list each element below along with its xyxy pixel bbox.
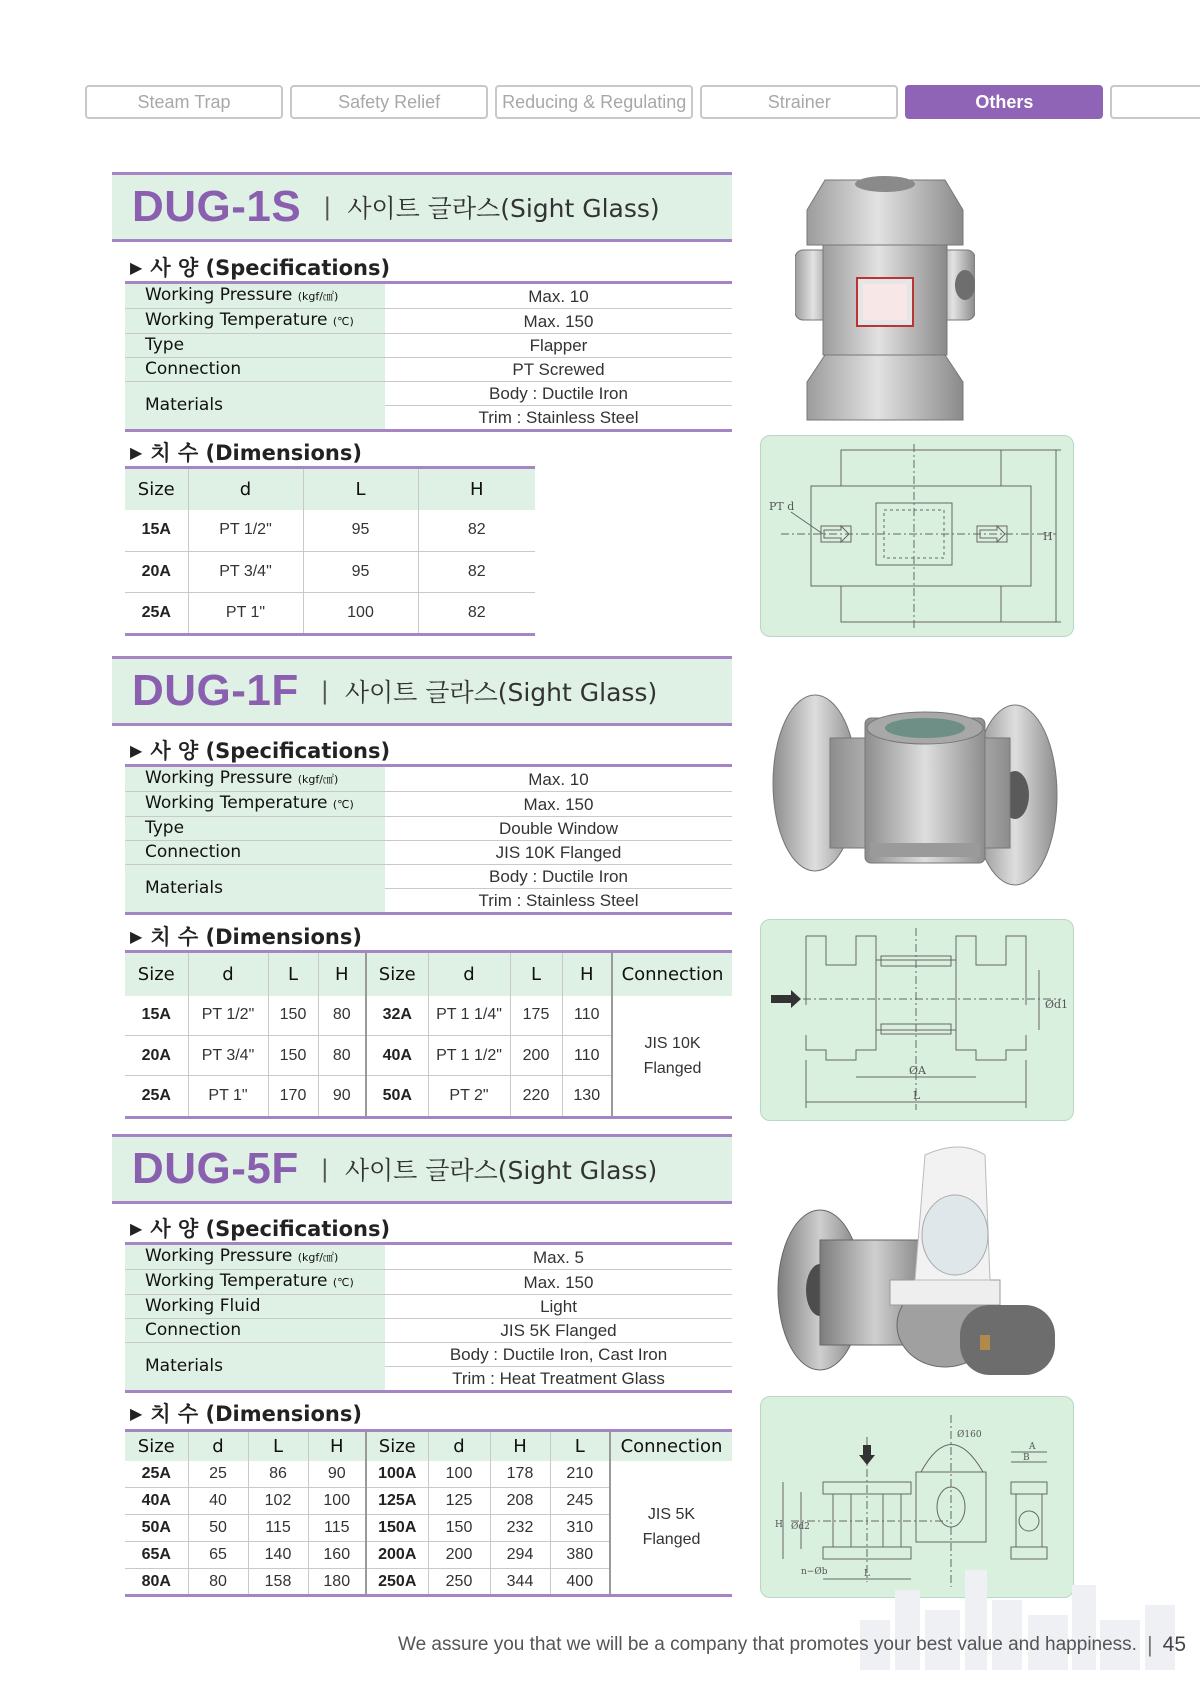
tab-steam-trap[interactable]: Steam Trap <box>85 85 283 119</box>
specifications-table <box>125 764 732 915</box>
cell: 50 <box>188 1515 248 1542</box>
spec-value: Max. 5 <box>385 1244 732 1270</box>
spec-value: Max. 150 <box>385 792 732 817</box>
cell: PT 1" <box>188 1076 268 1118</box>
spec-value: Light <box>385 1295 732 1319</box>
spec-key: Working Temperature (℃) <box>125 1270 385 1295</box>
product-subtitle: 사이트 글라스(Sight Glass) <box>344 1156 658 1185</box>
spec-value: Flapper <box>385 334 732 358</box>
spec-value: JIS 5K Flanged <box>385 1319 732 1343</box>
spec-key: Type <box>125 334 385 358</box>
cell: 95 <box>303 552 418 593</box>
spec-value: PT Screwed <box>385 358 732 382</box>
col-header: Connection <box>612 952 732 996</box>
cell: 80 <box>318 1036 366 1076</box>
title-separator: | <box>320 677 329 705</box>
col-header: Size <box>125 1431 188 1461</box>
size-cell: 250A <box>366 1569 428 1596</box>
col-header: H <box>490 1431 550 1461</box>
size-cell: 150A <box>366 1515 428 1542</box>
specifications-heading <box>130 1213 390 1243</box>
spec-value: Body : Ductile Iron, Cast Iron <box>385 1343 732 1367</box>
col-header: L <box>303 468 418 510</box>
cell: 220 <box>510 1076 562 1118</box>
cell: 115 <box>308 1515 366 1542</box>
dimensions-label: 치 수 (Dimensions) <box>150 441 362 465</box>
cell: 200 <box>510 1036 562 1076</box>
model-name: DUG-5F <box>132 1144 299 1193</box>
dimensions-heading <box>130 437 362 467</box>
dimensions-label: 치 수 (Dimensions) <box>150 1402 362 1426</box>
size-cell: 125A <box>366 1488 428 1515</box>
size-cell: 20A <box>125 552 188 593</box>
triangle-right-icon: ▶ <box>130 926 143 946</box>
size-cell: 25A <box>125 1461 188 1488</box>
dimensions-label: 치 수 (Dimensions) <box>150 925 362 949</box>
specifications-label: 사 양 (Specifications) <box>150 256 391 280</box>
cell: 82 <box>418 593 535 635</box>
title-separator: | <box>320 1155 329 1183</box>
product-subtitle: 사이트 글라스(Sight Glass) <box>344 678 658 707</box>
cell: 170 <box>268 1076 318 1118</box>
col-header: d <box>188 1431 248 1461</box>
spec-key: Materials <box>125 1343 385 1392</box>
col-header: Connection <box>610 1431 732 1461</box>
size-cell: 32A <box>366 996 428 1036</box>
product-title-bar <box>112 656 732 726</box>
cell: 82 <box>418 552 535 593</box>
spec-key: Connection <box>125 358 385 382</box>
footer-separator: | <box>1146 1632 1153 1657</box>
cell: 344 <box>490 1569 550 1596</box>
spec-value: Trim : Stainless Steel <box>385 406 732 431</box>
phid1-label: Ød1 <box>1045 998 1069 1011</box>
cell: 150 <box>428 1515 490 1542</box>
h-label: H <box>1043 530 1053 543</box>
specifications-table <box>125 281 732 432</box>
cell: 65 <box>188 1542 248 1569</box>
col-header: d <box>428 1431 490 1461</box>
product-photo <box>770 683 1060 888</box>
col-header: L <box>268 952 318 996</box>
ptd-label: PT d <box>769 500 795 513</box>
category-tabs <box>85 85 1200 119</box>
cell: 400 <box>550 1569 610 1596</box>
dimensions-heading <box>130 921 362 951</box>
phia-label: ØA <box>909 1064 926 1077</box>
cell: 160 <box>308 1542 366 1569</box>
product-photo <box>795 170 975 430</box>
cell: PT 3/4" <box>188 1036 268 1076</box>
cell: 200 <box>428 1542 490 1569</box>
col-header: L <box>550 1431 610 1461</box>
cell: 150 <box>268 996 318 1036</box>
cell: 102 <box>248 1488 308 1515</box>
col-header: H <box>562 952 612 996</box>
col-header: H <box>308 1431 366 1461</box>
page-footer <box>398 1632 1186 1658</box>
product-photo <box>775 1145 1065 1380</box>
footer-slogan: We assure you that we will be a company that promotes your best value and happiness. <box>398 1634 1137 1655</box>
cell: 250 <box>428 1569 490 1596</box>
cell: 310 <box>550 1515 610 1542</box>
col-header: Size <box>366 952 428 996</box>
dimensions-heading <box>130 1398 362 1428</box>
spec-key: Working Pressure (kgf/㎠) <box>125 283 385 309</box>
cell: PT 1 1/2" <box>428 1036 510 1076</box>
cell: 110 <box>562 996 612 1036</box>
dimensions-table <box>125 950 732 1119</box>
product-subtitle: 사이트 글라스(Sight Glass) <box>347 194 660 223</box>
table-row <box>125 593 535 635</box>
size-cell: 25A <box>125 593 188 635</box>
spec-key: Working Temperature (℃) <box>125 792 385 817</box>
col-header: H <box>418 468 535 510</box>
cell: 232 <box>490 1515 550 1542</box>
cell: 80 <box>318 996 366 1036</box>
col-header: Size <box>366 1431 428 1461</box>
b-label: B <box>1023 1453 1030 1463</box>
size-cell: 15A <box>125 510 188 552</box>
specifications-label: 사 양 (Specifications) <box>150 739 391 763</box>
col-header: L <box>510 952 562 996</box>
cell: 86 <box>248 1461 308 1488</box>
triangle-right-icon: ▶ <box>130 442 143 462</box>
cell: 294 <box>490 1542 550 1569</box>
cell: 95 <box>303 510 418 552</box>
cell: 380 <box>550 1542 610 1569</box>
cell: 180 <box>308 1569 366 1596</box>
connection-cell: JIS 5K Flanged <box>610 1461 732 1596</box>
spec-value: Body : Ductile Iron <box>385 865 732 889</box>
col-header: Size <box>125 952 188 996</box>
cell: 90 <box>308 1461 366 1488</box>
triangle-right-icon: ▶ <box>130 1218 143 1238</box>
spec-value: Trim : Heat Treatment Glass <box>385 1367 732 1392</box>
specifications-heading <box>130 252 390 282</box>
size-cell: 200A <box>366 1542 428 1569</box>
size-cell: 100A <box>366 1461 428 1488</box>
spec-key: Working Pressure (kgf/㎠) <box>125 766 385 792</box>
specifications-label: 사 양 (Specifications) <box>150 1217 391 1241</box>
tab-others[interactable]: Others <box>905 85 1103 119</box>
cell: 158 <box>248 1569 308 1596</box>
cell: 115 <box>248 1515 308 1542</box>
cell: 25 <box>188 1461 248 1488</box>
col-header: L <box>248 1431 308 1461</box>
spec-key: Type <box>125 817 385 841</box>
cell: 208 <box>490 1488 550 1515</box>
size-cell: 65A <box>125 1542 188 1569</box>
triangle-right-icon: ▶ <box>130 257 143 277</box>
spec-key: Materials <box>125 382 385 431</box>
cell: 82 <box>418 510 535 552</box>
a-label: A <box>1029 1442 1036 1452</box>
spec-value: Body : Ductile Iron <box>385 382 732 406</box>
cell: 245 <box>550 1488 610 1515</box>
spec-value: Max. 10 <box>385 283 732 309</box>
tab-safety-relief[interactable]: Safety Relief <box>290 85 488 119</box>
size-cell: 25A <box>125 1076 188 1118</box>
dimension-drawing <box>760 919 1074 1121</box>
table-row <box>125 510 535 552</box>
dimension-drawing <box>760 435 1074 637</box>
cell: PT 1" <box>188 593 303 635</box>
size-cell: 50A <box>366 1076 428 1118</box>
cell: 90 <box>318 1076 366 1118</box>
cell: 130 <box>562 1076 612 1118</box>
title-separator: | <box>323 193 332 221</box>
tab-reducing-regulating[interactable]: Reducing & Regulating <box>495 85 693 119</box>
cell: 80 <box>188 1569 248 1596</box>
col-header: d <box>188 468 303 510</box>
cell: 100 <box>308 1488 366 1515</box>
radius-label: Ø160 <box>957 1430 982 1440</box>
size-cell: 15A <box>125 996 188 1036</box>
spec-value: Max. 150 <box>385 1270 732 1295</box>
spec-key: Working Fluid <box>125 1295 385 1319</box>
triangle-right-icon: ▶ <box>130 740 143 760</box>
page-number: 45 <box>1162 1633 1187 1656</box>
col-header: H <box>318 952 366 996</box>
cell: 100 <box>428 1461 490 1488</box>
connection-cell: JIS 10K Flanged <box>612 996 732 1118</box>
cell: 150 <box>268 1036 318 1076</box>
specifications-table <box>125 1242 732 1393</box>
cell: 40 <box>188 1488 248 1515</box>
spec-value: Max. 150 <box>385 309 732 334</box>
size-cell: 50A <box>125 1515 188 1542</box>
l-label: L <box>913 1089 921 1102</box>
spec-value: Double Window <box>385 817 732 841</box>
cell: PT 2" <box>428 1076 510 1118</box>
cell: 175 <box>510 996 562 1036</box>
cell: 178 <box>490 1461 550 1488</box>
size-cell: 40A <box>366 1036 428 1076</box>
specifications-heading <box>130 735 390 765</box>
dimensions-table <box>125 1429 732 1597</box>
cell: 140 <box>248 1542 308 1569</box>
product-title-bar <box>112 1134 732 1204</box>
cell: 100 <box>303 593 418 635</box>
table-row <box>125 552 535 593</box>
model-name: DUG-1S <box>132 182 302 231</box>
phid2-label: Ød2 <box>791 1522 810 1532</box>
spec-key: Connection <box>125 1319 385 1343</box>
l-label: L <box>864 1569 870 1579</box>
spec-key: Working Temperature (℃) <box>125 309 385 334</box>
cell: PT 1 1/4" <box>428 996 510 1036</box>
model-name: DUG-1F <box>132 666 299 715</box>
cell: PT 1/2" <box>188 996 268 1036</box>
tab-overflow[interactable] <box>1110 85 1200 119</box>
size-cell: 40A <box>125 1488 188 1515</box>
spec-key: Working Pressure (kgf/㎠) <box>125 1244 385 1270</box>
cell: 210 <box>550 1461 610 1488</box>
size-cell: 80A <box>125 1569 188 1596</box>
h-label: H <box>775 1520 783 1530</box>
table-row <box>125 1461 732 1488</box>
product-title-bar <box>112 172 732 242</box>
size-cell: 20A <box>125 1036 188 1076</box>
triangle-right-icon: ▶ <box>130 1403 143 1423</box>
spec-key: Connection <box>125 841 385 865</box>
cell: PT 3/4" <box>188 552 303 593</box>
cell: PT 1/2" <box>188 510 303 552</box>
spec-value: Max. 10 <box>385 766 732 792</box>
cell: 125 <box>428 1488 490 1515</box>
col-header: Size <box>125 468 188 510</box>
col-header: d <box>428 952 510 996</box>
spec-value: JIS 10K Flanged <box>385 841 732 865</box>
nphib-label: n−Øb <box>801 1567 828 1577</box>
spec-key: Materials <box>125 865 385 914</box>
tab-strainer[interactable]: Strainer <box>700 85 898 119</box>
dimensions-table <box>125 466 535 636</box>
spec-value: Trim : Stainless Steel <box>385 889 732 914</box>
table-row <box>125 996 732 1036</box>
cell: 110 <box>562 1036 612 1076</box>
col-header: d <box>188 952 268 996</box>
